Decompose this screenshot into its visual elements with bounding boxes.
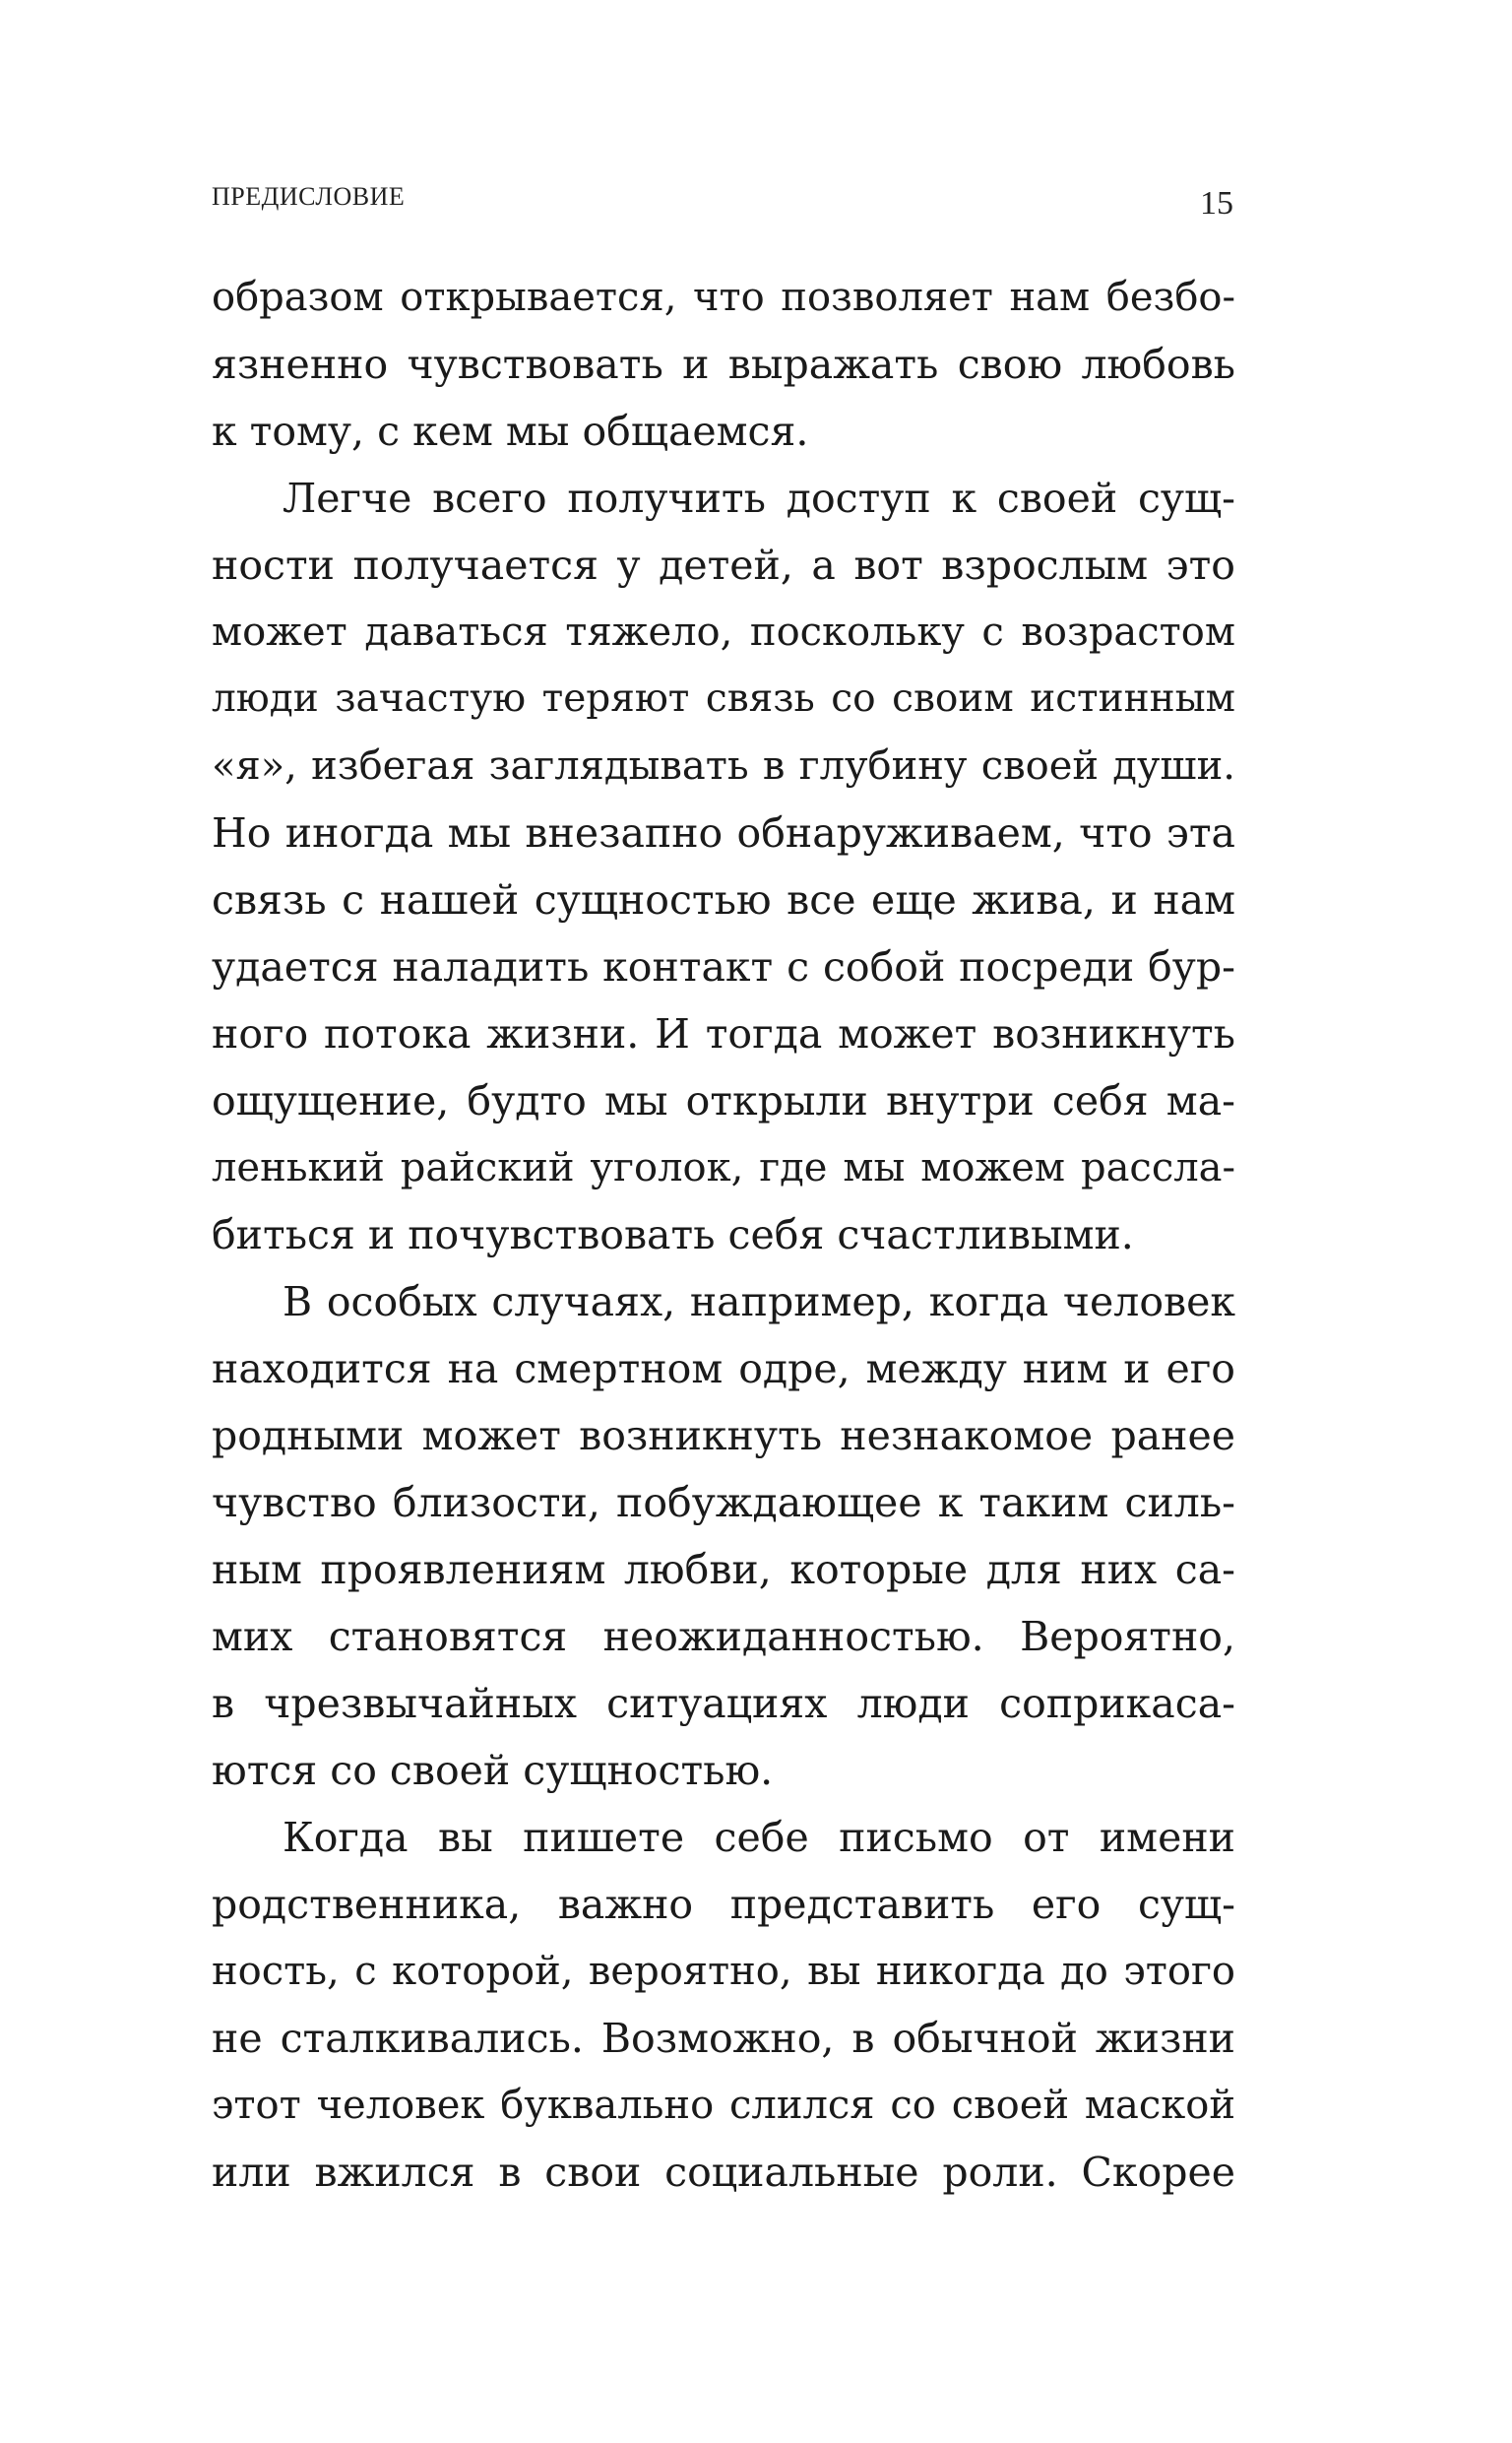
text-line: ности получается у детей, а вот взрослым это <box>212 542 1235 589</box>
text-line: связь с нашей сущностью все еще жива, и нам <box>212 876 1235 924</box>
paragraph-2 <box>212 465 1235 1268</box>
text-line: удается наладить контакт с собой посреди бур- <box>212 943 1235 991</box>
text-line: ощущение, будто мы открыли внутри себя ма- <box>212 1077 1235 1125</box>
text-line: «я», избегая заглядывать в глубину своей души. <box>212 743 1235 789</box>
text-line: мих становятся неожиданностью. Вероятно, <box>212 1613 1235 1660</box>
text-line: биться и почувствовать себя счастливыми. <box>212 1211 1134 1258</box>
text-line: родными может возникнуть незнакомое ранее <box>212 1412 1235 1459</box>
running-head: ПРЕДИСЛОВИЕ <box>212 182 406 211</box>
text-line: к тому, с кем мы общаемся. <box>212 408 809 455</box>
text-line: В особых случаях, например, когда человек <box>283 1278 1235 1325</box>
text-line: образом открывается, что позволяет нам безбо- <box>212 275 1235 320</box>
text-line: ного потока жизни. И тогда может возникнуть <box>212 1010 1235 1058</box>
text-line: родственника, важно представить его сущ- <box>212 1881 1235 1928</box>
text-line: ленький райский уголок, где мы можем рассла- <box>212 1145 1235 1190</box>
text-line: ность, с которой, вероятно, вы никогда до этого <box>212 1949 1235 1994</box>
paragraph-4 <box>212 1804 1235 2206</box>
text-line: Когда вы пишете себе письмо от имени <box>283 1814 1235 1861</box>
text-line: не сталкивались. Возможно, в обычной жизни <box>212 2015 1235 2062</box>
text-line: Но иногда мы внезапно обнаруживаем, что эта <box>212 809 1235 857</box>
text-line: ются со своей сущностью. <box>212 1747 774 1794</box>
paragraph-1 <box>212 264 1235 465</box>
text-line: в чрезвычайных ситуациях люди соприкаса- <box>212 1680 1235 1727</box>
text-line: или вжился в свои социальные роли. Скорее <box>212 2149 1235 2196</box>
text-line: этот человек буквально слился со своей маской <box>212 2083 1235 2128</box>
text-line: язненно чувствовать и выражать свою любовь <box>212 341 1235 388</box>
text-line: люди зачастую теряют связь со своим истинным <box>212 676 1235 721</box>
page-number: 15 <box>1200 185 1233 222</box>
text-line: ным проявлениям любви, которые для них са- <box>212 1546 1235 1593</box>
text-line: чувство близости, побуждающее к таким силь- <box>212 1479 1235 1526</box>
paragraph-3 <box>212 1268 1235 1804</box>
text-line: может даваться тяжело, поскольку с возрастом <box>212 610 1235 655</box>
text-line: находится на смертном одре, между ним и его <box>212 1345 1235 1392</box>
body-text <box>212 264 1235 2206</box>
text-line: Легче всего получить доступ к своей сущ- <box>283 475 1235 522</box>
